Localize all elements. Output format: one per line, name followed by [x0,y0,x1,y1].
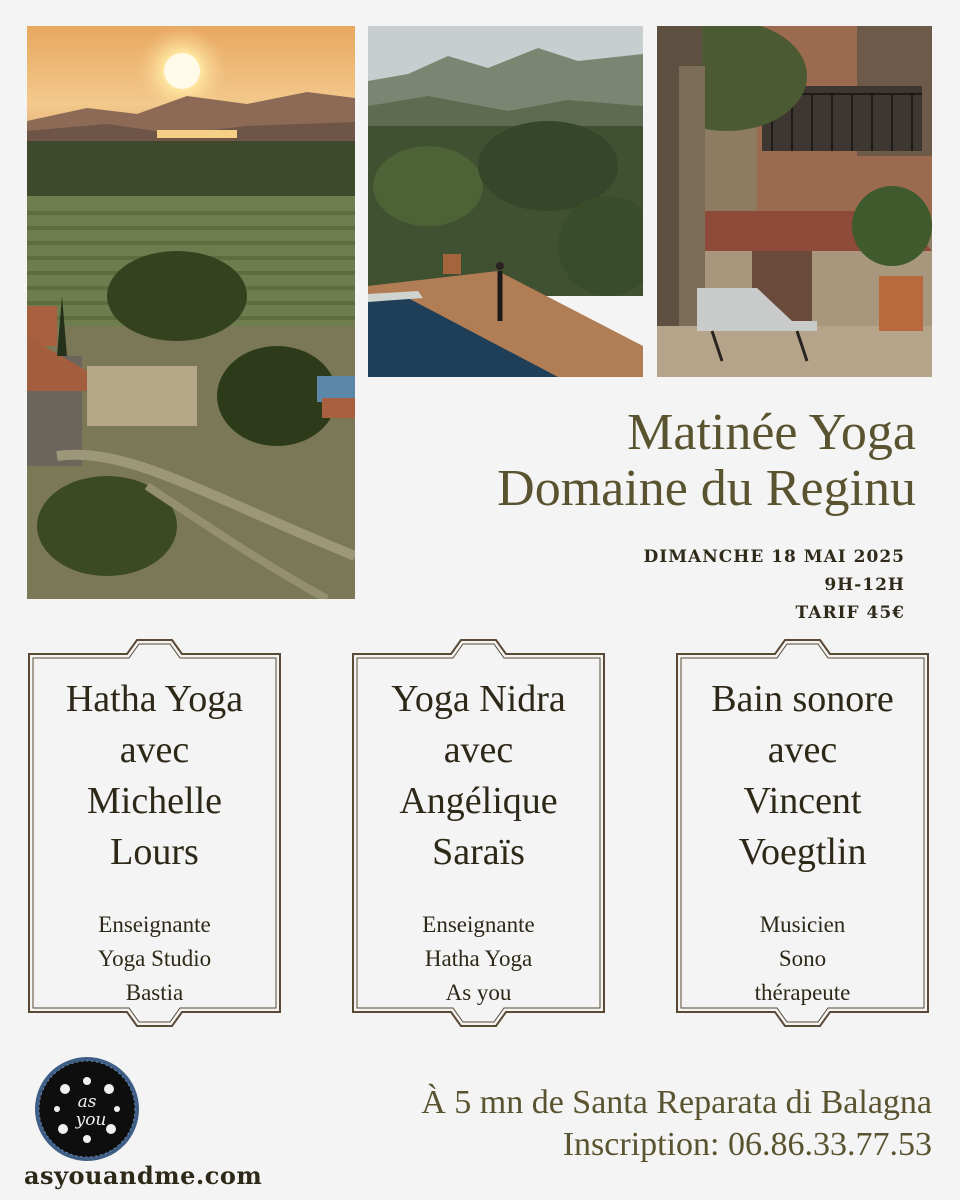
event-title-line1: Matinée Yoga [627,404,916,461]
as-you-logo [33,1055,141,1163]
event-date: DIMANCHE 18 MAI 2025 [643,547,905,567]
session-name-line: avec [767,729,838,771]
aerial-domain-photo [27,26,355,599]
session-name [27,674,282,878]
session-desc-line: Yoga Studio [97,946,212,971]
session-name-line: Angélique [399,780,558,822]
logo-text-you: you [75,1110,107,1130]
session-name-line: Lours [110,831,199,873]
event-info [644,543,905,627]
session-desc-line: Bastia [125,980,184,1005]
session-desc-line: Enseignante [98,912,211,937]
session-desc-line: Sono [778,946,827,971]
pool-landscape-photo [368,26,643,377]
session-name-line: Hatha Yoga [65,678,244,720]
session-name-line: Vincent [743,780,862,822]
session-description [675,908,930,1010]
event-time: 9H-12H [824,575,905,595]
session-description [27,908,282,1010]
location-info [421,1082,932,1166]
registration-phone: Inscription: 06.86.33.77.53 [562,1126,932,1163]
session-name-line: Yoga Nidra [391,678,566,720]
session-name-line: Voegtlin [738,831,867,873]
session-card-nidra [351,632,606,1032]
logo-text-as: as [77,1092,97,1112]
event-title-line2: Domaine du Reginu [497,460,916,517]
session-desc-line: Enseignante [422,912,535,937]
session-desc-line: Musicien [759,912,846,937]
session-name-line: avec [119,729,190,771]
session-name-line: avec [443,729,514,771]
session-name-line: Bain sonore [711,678,894,720]
session-desc-line: As you [445,980,512,1005]
session-desc-line: Hatha Yoga [424,946,533,971]
event-title [497,405,916,517]
location-text: À 5 mn de Santa Reparata di Balagna [421,1084,932,1121]
event-price: TARIF 45€ [795,603,905,623]
website-link[interactable]: asyouandme.com [24,1161,263,1190]
session-name-line: Saraïs [432,831,525,873]
session-description [351,908,606,1010]
session-name [351,674,606,878]
session-name [675,674,930,878]
session-card-hatha [27,632,282,1032]
session-card-sound-bath [675,632,930,1032]
session-name-line: Michelle [86,780,223,822]
stone-terrace-photo [657,26,932,377]
session-desc-line: thérapeute [754,980,851,1005]
